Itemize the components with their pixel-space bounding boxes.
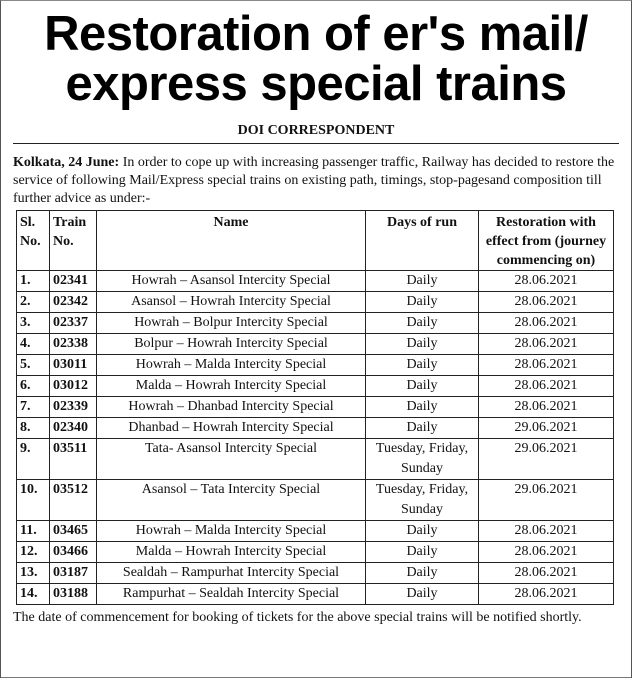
cell-sl-no: 14. (17, 584, 50, 605)
cell-train-no: 02342 (50, 292, 97, 313)
cell-restoration-date: 28.06.2021 (479, 313, 614, 334)
headline-line-1: Restoration of er's mail/ (44, 7, 588, 61)
table-row (17, 334, 614, 355)
cell-sl-no: 5. (17, 355, 50, 376)
cell-restoration-date: 28.06.2021 (479, 542, 614, 563)
table-row (17, 376, 614, 397)
cell-restoration-date: 28.06.2021 (479, 376, 614, 397)
cell-train-name: Howrah – Asansol Intercity Special (97, 271, 366, 292)
cell-restoration-date: 28.06.2021 (479, 292, 614, 313)
cell-restoration-date: 28.06.2021 (479, 397, 614, 418)
cell-sl-no: 9. (17, 439, 50, 480)
table-row (17, 355, 614, 376)
cell-train-name: Howrah – Malda Intercity Special (97, 355, 366, 376)
cell-days-of-run: Daily (366, 418, 479, 439)
cell-sl-no: 6. (17, 376, 50, 397)
cell-days-of-run: Daily (366, 355, 479, 376)
cell-train-name: Malda – Howrah Intercity Special (97, 542, 366, 563)
cell-restoration-date: 28.06.2021 (479, 334, 614, 355)
cell-sl-no: 3. (17, 313, 50, 334)
cell-train-no: 03511 (50, 439, 97, 480)
cell-restoration-date: 29.06.2021 (479, 418, 614, 439)
cell-train-name: Asansol – Howrah Intercity Special (97, 292, 366, 313)
cell-restoration-date: 28.06.2021 (479, 355, 614, 376)
table-row (17, 418, 614, 439)
cell-days-of-run: Daily (366, 334, 479, 355)
table-row (17, 439, 614, 480)
cell-days-of-run: Daily (366, 376, 479, 397)
cell-days-of-run: Daily (366, 584, 479, 605)
cell-train-no: 03188 (50, 584, 97, 605)
cell-sl-no: 13. (17, 563, 50, 584)
table-header-row (17, 211, 614, 271)
cell-train-no: 03187 (50, 563, 97, 584)
cell-sl-no: 10. (17, 480, 50, 521)
cell-restoration-date: 28.06.2021 (479, 584, 614, 605)
header-train-no: Train No. (50, 211, 97, 271)
table-row (17, 397, 614, 418)
cell-days-of-run: Tuesday, Friday, Sunday (366, 439, 479, 480)
headline-line-2: express special trains (65, 57, 567, 111)
cell-train-name: Tata- Asansol Intercity Special (97, 439, 366, 480)
cell-train-name: Howrah – Bolpur Intercity Special (97, 313, 366, 334)
cell-train-no: 03465 (50, 521, 97, 542)
cell-train-no: 02340 (50, 418, 97, 439)
cell-restoration-date: 28.06.2021 (479, 271, 614, 292)
header-restoration-date: Restoration with effect from (journey commencing on) (479, 211, 614, 271)
cell-sl-no: 11. (17, 521, 50, 542)
bottom-rule (1, 677, 631, 678)
cell-train-no: 03012 (50, 376, 97, 397)
table-row (17, 521, 614, 542)
table-row (17, 563, 614, 584)
cell-sl-no: 1. (17, 271, 50, 292)
cell-sl-no: 4. (17, 334, 50, 355)
header-name: Name (97, 211, 366, 271)
cell-train-name: Bolpur – Howrah Intercity Special (97, 334, 366, 355)
cell-sl-no: 12. (17, 542, 50, 563)
cell-train-no: 02339 (50, 397, 97, 418)
cell-train-name: Howrah – Malda Intercity Special (97, 521, 366, 542)
cell-train-name: Dhanbad – Howrah Intercity Special (97, 418, 366, 439)
cell-sl-no: 8. (17, 418, 50, 439)
cell-train-name: Asansol – Tata Intercity Special (97, 480, 366, 521)
table-row (17, 313, 614, 334)
cell-sl-no: 7. (17, 397, 50, 418)
cell-train-no: 02337 (50, 313, 97, 334)
cell-restoration-date: 29.06.2021 (479, 439, 614, 480)
cell-train-no: 03512 (50, 480, 97, 521)
trains-table (16, 210, 614, 605)
cell-restoration-date: 28.06.2021 (479, 563, 614, 584)
cell-days-of-run: Daily (366, 521, 479, 542)
headline (13, 9, 619, 109)
byline: DOI CORRESPONDENT (13, 123, 619, 144)
cell-days-of-run: Daily (366, 563, 479, 584)
cell-train-name: Malda – Howrah Intercity Special (97, 376, 366, 397)
cell-train-no: 03466 (50, 542, 97, 563)
cell-days-of-run: Daily (366, 542, 479, 563)
cell-days-of-run: Daily (366, 271, 479, 292)
cell-train-name: Rampurhat – Sealdah Intercity Special (97, 584, 366, 605)
cell-days-of-run: Daily (366, 292, 479, 313)
cell-sl-no: 2. (17, 292, 50, 313)
cell-restoration-date: 28.06.2021 (479, 521, 614, 542)
table-row (17, 292, 614, 313)
cell-train-no: 03011 (50, 355, 97, 376)
cell-train-no: 02338 (50, 334, 97, 355)
cell-train-name: Howrah – Dhanbad Intercity Special (97, 397, 366, 418)
dateline: Kolkata, 24 June: (13, 155, 120, 170)
cell-train-no: 02341 (50, 271, 97, 292)
header-days-of-run: Days of run (366, 211, 479, 271)
intro-paragraph (13, 154, 619, 208)
table-row (17, 271, 614, 292)
header-sl-no: Sl. No. (17, 211, 50, 271)
table-row (17, 542, 614, 563)
cell-restoration-date: 29.06.2021 (479, 480, 614, 521)
table-row (17, 480, 614, 521)
cell-days-of-run: Daily (366, 397, 479, 418)
cell-days-of-run: Tuesday, Friday, Sunday (366, 480, 479, 521)
cell-train-name: Sealdah – Rampurhat Intercity Special (97, 563, 366, 584)
cell-days-of-run: Daily (366, 313, 479, 334)
table-row (17, 584, 614, 605)
intro-text: In order to cope up with increasing passenger traffic, Railway has decided to restore the service of following Mail/Express special trains on existing path, timings, stop-pagesand composition till further advice as under:- (13, 155, 615, 206)
footer-note: The date of commencement for booking of tickets for the above special trains will be notified shortly. (13, 610, 582, 625)
